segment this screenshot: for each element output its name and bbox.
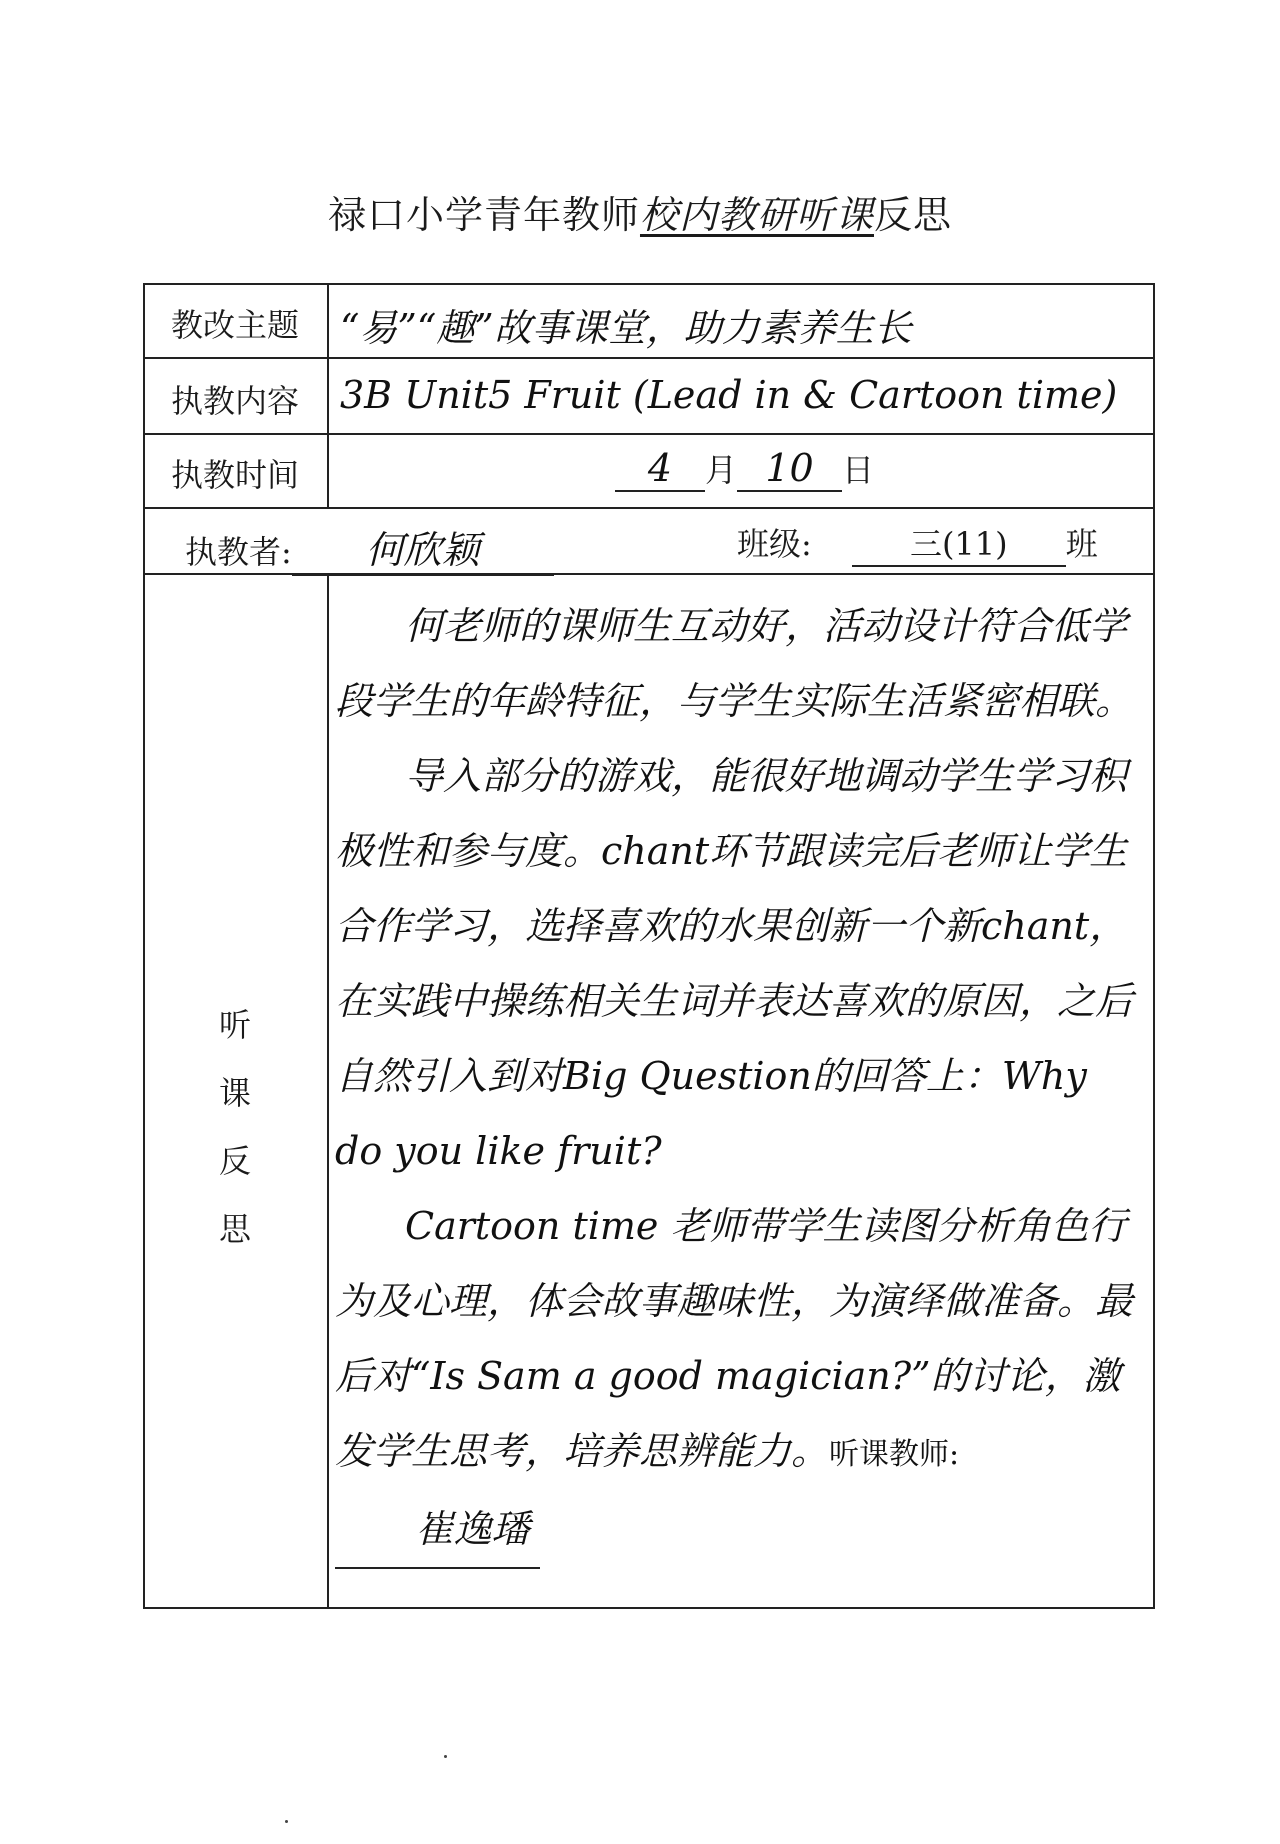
month-value: 4 <box>615 446 705 492</box>
reflection-label-char: 反 <box>218 1142 251 1180</box>
class-label: 班级: <box>737 525 812 563</box>
class-value: 三(11) <box>852 519 1066 567</box>
column-divider <box>327 285 329 507</box>
scan-speck <box>285 1820 288 1823</box>
column-divider <box>327 573 329 1609</box>
day-value: 10 <box>737 446 842 492</box>
scan-speck <box>444 1755 447 1758</box>
page-title <box>0 184 1280 239</box>
listener-name: 崔逸璠 <box>335 1492 540 1569</box>
lesson-date <box>615 445 874 492</box>
row-divider <box>145 507 1153 509</box>
reflection-paragraph <box>335 1189 1135 1570</box>
reflection-label-char: 思 <box>218 1210 251 1248</box>
teacher-label: 执教者: <box>185 533 292 571</box>
month-unit: 月 <box>705 451 738 489</box>
title-suffix: 反思 <box>874 193 953 237</box>
content-label: 执教内容 <box>170 382 299 420</box>
reflection-label-char: 听 <box>218 1006 251 1044</box>
listener-label: 听课教师: <box>829 1437 960 1472</box>
row-divider <box>145 433 1153 435</box>
theme-label: 教改主题 <box>170 306 299 344</box>
content-value: 3B Unit5 Fruit (Lead in & Cartoon time) <box>340 373 1118 417</box>
title-prefix: 禄口小学青年教师 <box>327 193 640 237</box>
reflection-label <box>145 1000 325 1272</box>
reflection-paragraph-text: Cartoon time 老师带学生读图分析角色行为及心理，体会故事趣味性，为演绎做准备。最后对“Is Sam a good magician?”的讨论，激发学生思考，培养思辨能力。 <box>335 1204 1134 1473</box>
reflection-paragraph: 何老师的课师生互动好，活动设计符合低学段学生的年龄特征，与学生实际生活紧密相联。 <box>335 604 1134 723</box>
reflection-paragraph: 导入部分的游戏，能很好地调动学生学习积极性和参与度。chant环节跟读完后老师让学生合作学习，选择喜欢的水果创新一个新chant，在实践中操练相关生词并表达喜欢的原因，之后自然引入到对Big Question的回答上：Why do you like fruit? <box>335 754 1134 1173</box>
teacher-name: 何欣颖 <box>292 519 554 576</box>
row-divider <box>145 357 1153 359</box>
title-handwritten: 校内教研听课 <box>639 193 874 237</box>
class-unit: 班 <box>1065 525 1098 563</box>
reflection-label-char: 课 <box>218 1074 251 1112</box>
reflection-text <box>335 585 1135 1570</box>
class-field <box>737 519 1098 567</box>
day-unit: 日 <box>842 451 875 489</box>
theme-value: “易”“趣”故事课堂，助力素养生长 <box>340 306 912 350</box>
reflection-form <box>143 283 1155 1609</box>
time-label: 执教时间 <box>170 456 299 494</box>
teacher-field <box>185 519 554 576</box>
